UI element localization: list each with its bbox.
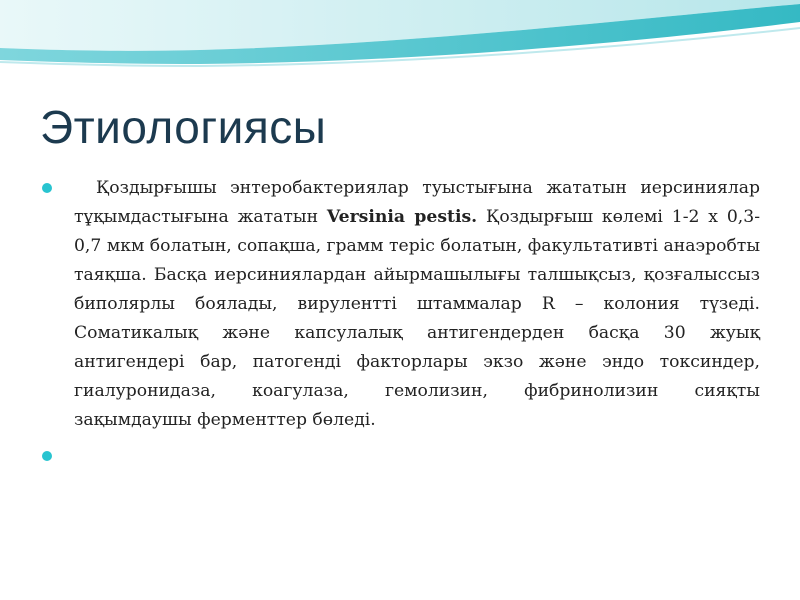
list-item [40,174,760,435]
bullet-icon [42,183,52,193]
paragraph-part-1: Қоздырғышы энтеробактериялар туыстығына жататын иерсиниялар тұқымдастығына жататын [74,178,760,227]
list-item-empty [40,441,760,471]
slide-title: Этиологиясы [40,101,327,153]
bullet-icon [42,451,52,461]
body-paragraph [74,174,760,435]
paragraph-part-2: Қоздырғыш көлемі 1-2 х 0,3-0,7 мкм болатын, сопақша, грамм теріс болатын, факультативті анаэробты таяқша. Басқа иерсиниялардан айырмашылығы талшықсыз, қозғалыссыз биполярлы боялады, вирулентті штаммалар R – колония түзеді. Соматикалық және капсулалық антигендерден басқа 30 жуық антигендері бар, патогенді факторлары экзо және эндо токсиндер, гиалуронидаза, коагулаза, гемолизин, фибринолизин сияқты зақымдаушы ферменттер бөледі. [74,207,761,430]
content-list [40,174,760,471]
species-name: Versinia pestis. [326,207,478,227]
